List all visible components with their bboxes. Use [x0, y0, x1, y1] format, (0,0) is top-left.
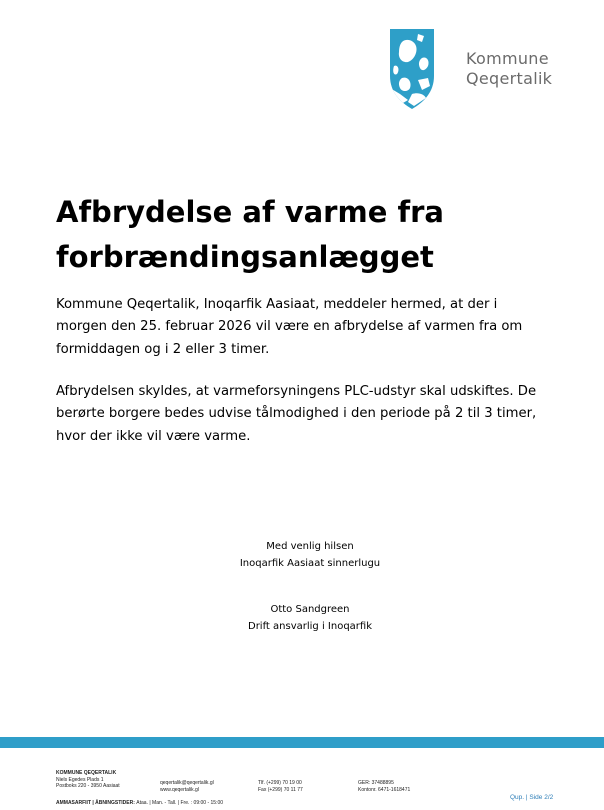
logo-line-2: Qeqertalik — [466, 69, 553, 88]
hours-label: AMMASARFIIT | ÅBNINGSTIDER: — [56, 800, 135, 806]
signer-role: Drift ansvarlig i Inoqarfik — [248, 621, 372, 632]
page-footer — [0, 760, 604, 810]
paragraph-line: formiddagen og i 2 eller 3 timer. — [56, 341, 270, 357]
greeting: Med venlig hilsen — [266, 541, 354, 552]
footer-ger: GER: 37488895 — [358, 780, 394, 786]
title-line-2: forbrændingsanlægget — [56, 240, 434, 274]
logo-line-1: Kommune — [466, 49, 549, 68]
paragraph-reason — [56, 381, 576, 448]
page-number: Qup. | Side 2/2 — [510, 794, 554, 801]
logo-wordmark — [466, 49, 552, 89]
kommune-logo — [388, 28, 568, 110]
shield-icon — [388, 28, 460, 110]
footer-tel: Tlf. (+299) 70 19 00 — [258, 780, 302, 786]
paragraph-line: morgen den 25. februar 2026 vil være en afbrydelse af varmen fra om — [56, 319, 523, 335]
paragraph-announcement — [56, 294, 576, 361]
footer-website: www.qeqertalik.gl — [160, 786, 199, 793]
footer-contact-phone — [258, 780, 303, 793]
paragraph-line: Kommune Qeqertalik, Inoqarfik Aasiaat, meddeler hermed, at der i — [56, 297, 498, 312]
footer-registration — [358, 780, 410, 793]
title-line-1: Afbrydelse af varme fra — [56, 195, 444, 229]
footer-org-name: KOMMUNE QEQERTALIK — [56, 770, 117, 776]
footer-contact-web — [160, 780, 214, 793]
footer-address — [56, 770, 120, 790]
paragraph-line: Afbrydelsen skyldes, at varmeforsyningens PLC-udstyr skal udskiftes. De — [56, 384, 537, 399]
signature-name-block — [200, 601, 420, 635]
footer-address-line: Postboks 220 - 3950 Aasiaat — [56, 783, 120, 789]
footer-address-line: Niels Egedes Plads 1 — [56, 776, 104, 783]
paragraph-line: berørte borgere bedes udvise tålmodighed i den periode på 2 til 3 timer, — [56, 406, 537, 422]
footer-divider-bar — [0, 737, 604, 748]
signature-org: Inoqarfik Aasiaat sinnerlugu — [239, 558, 381, 569]
hours-text: Ataa. | Man. - Tall. | Fre. : 09:00 - 15:00 — [136, 800, 224, 806]
footer-fax: Fax (+299) 70 11 77 — [258, 786, 303, 793]
notice-title — [56, 190, 576, 280]
footer-email: qeqertalik@qeqertalik.gl — [160, 780, 214, 786]
paragraph-line: hvor der ikke vil være varme. — [56, 428, 251, 444]
signature-greeting-block — [200, 538, 420, 572]
signer-name: Otto Sandgreen — [270, 604, 350, 615]
footer-account: Kontonr. 6471-1618471 — [358, 786, 411, 793]
footer-opening-hours — [56, 800, 223, 807]
